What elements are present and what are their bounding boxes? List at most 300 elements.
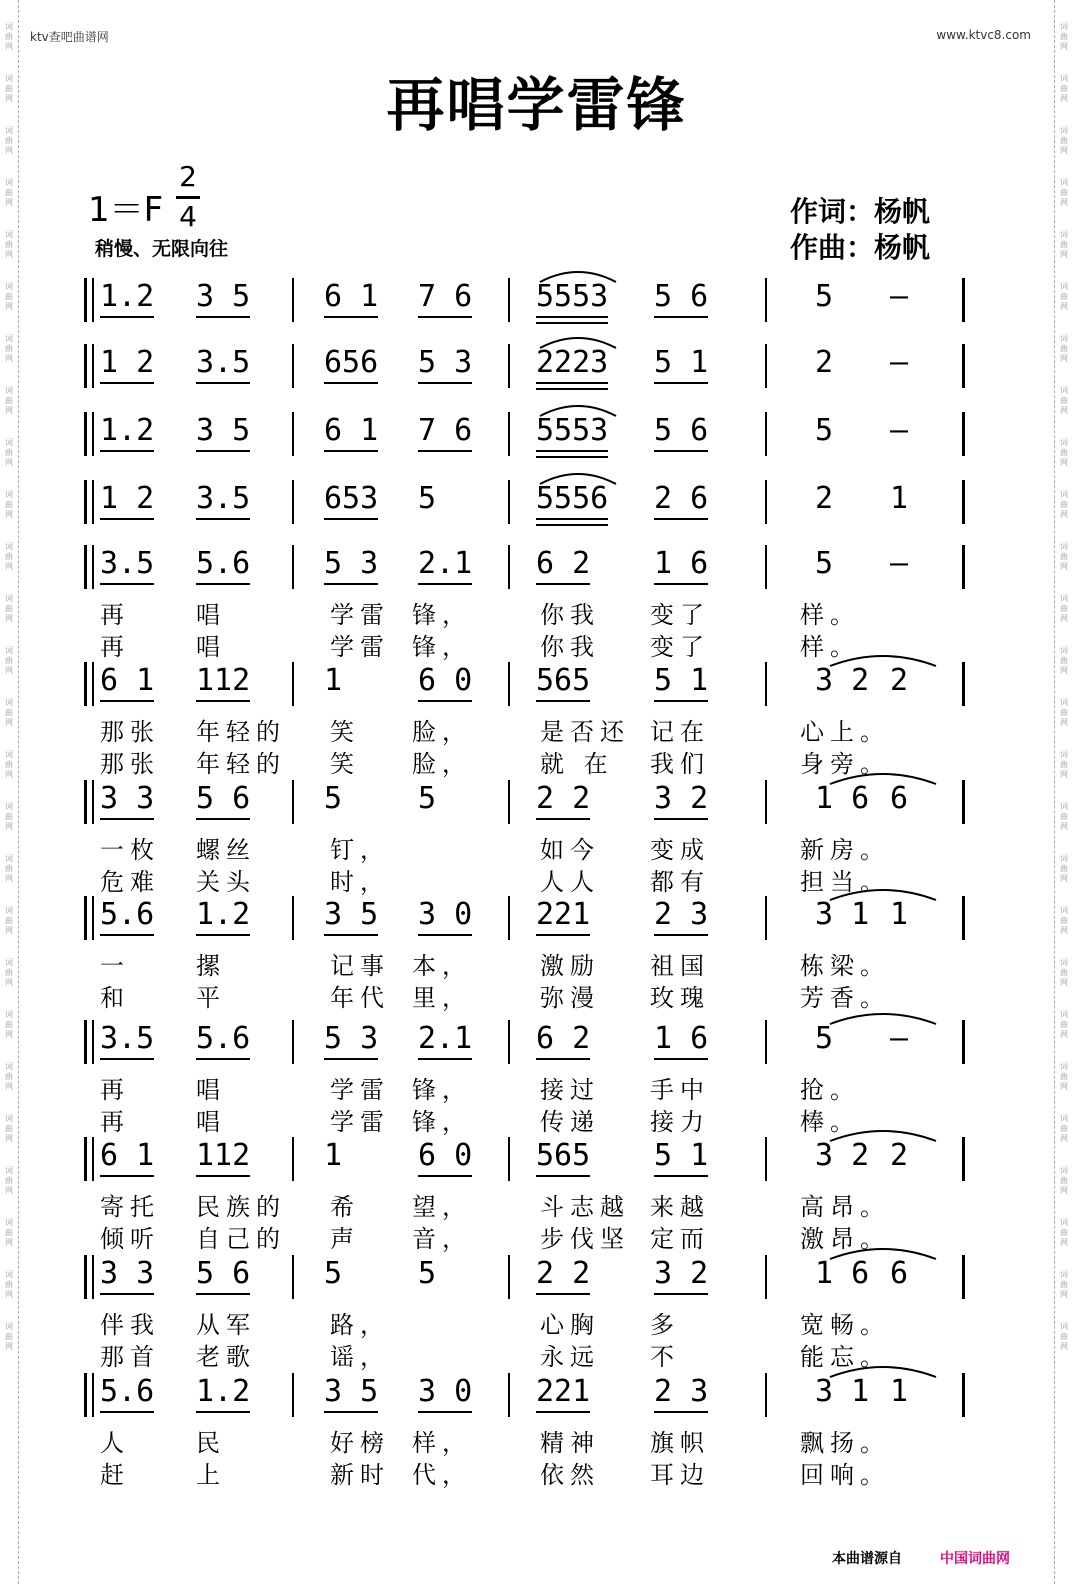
beam-underline bbox=[418, 934, 472, 936]
beam-underline bbox=[536, 934, 590, 936]
beam-underline bbox=[536, 1058, 590, 1060]
lyric-word: 精神 bbox=[540, 1429, 600, 1457]
bar-line bbox=[765, 662, 767, 706]
bar-line bbox=[765, 1020, 767, 1064]
beam-underline bbox=[654, 1175, 708, 1177]
beam-underline bbox=[196, 382, 250, 384]
beam-underline bbox=[536, 1411, 590, 1413]
beam-underline bbox=[536, 382, 608, 384]
note-group: 1.2 bbox=[196, 897, 251, 932]
bar-line bbox=[84, 1020, 87, 1064]
bar-line bbox=[765, 1373, 767, 1417]
watermark-char: 曲 bbox=[1060, 396, 1068, 405]
lyric-word: 记事 bbox=[330, 952, 390, 980]
watermark-char: 词 bbox=[1060, 1322, 1068, 1331]
bar-line bbox=[765, 1137, 767, 1181]
note-group: 7 6 bbox=[418, 279, 473, 314]
lyric-word: 再 bbox=[100, 1076, 130, 1104]
watermark-char: 词 bbox=[1060, 334, 1068, 343]
bar-line bbox=[508, 1373, 510, 1417]
note-group: 3 3 bbox=[100, 781, 155, 816]
lyric-word: 接过 bbox=[540, 1076, 600, 1104]
song-title: 再唱学雷锋 bbox=[386, 71, 687, 139]
lyric-word: 好榜 bbox=[330, 1429, 390, 1457]
watermark-char: 曲 bbox=[1060, 84, 1068, 93]
note-group: 5.6 bbox=[196, 546, 251, 581]
lyric-word: 望， bbox=[412, 1193, 472, 1221]
watermark-char: 词 bbox=[1060, 74, 1068, 83]
watermark-char: 曲 bbox=[1060, 604, 1068, 613]
double-bar-line bbox=[92, 662, 94, 706]
note-group: 3 1 bbox=[815, 1374, 870, 1409]
watermark-char: 网 bbox=[5, 42, 13, 51]
watermark-char: 网 bbox=[1060, 718, 1068, 727]
watermark-char: 词 bbox=[1060, 646, 1068, 655]
note-group: 1.2 bbox=[100, 413, 155, 448]
watermark-char: 曲 bbox=[5, 84, 13, 93]
beam-underline bbox=[536, 456, 608, 458]
bar-line bbox=[508, 780, 510, 824]
bar-line bbox=[962, 662, 965, 706]
lyric-word: 永远 bbox=[540, 1343, 600, 1371]
lyric-word: 那张 bbox=[100, 718, 160, 746]
bar-line bbox=[962, 1020, 965, 1064]
note-group: 3 2 bbox=[815, 663, 870, 698]
watermark-char: 曲 bbox=[5, 604, 13, 613]
lyric-word: 唱 bbox=[196, 633, 226, 661]
beam-underline bbox=[536, 450, 608, 452]
watermark-char: 网 bbox=[5, 146, 13, 155]
note-group: 2 6 bbox=[654, 481, 709, 516]
note-group: 6 1 bbox=[324, 413, 379, 448]
lyric-word: 笑 bbox=[330, 750, 360, 778]
beam-underline bbox=[536, 1175, 590, 1177]
lyric-word: 唱 bbox=[196, 1076, 226, 1104]
lyric-word: 音， bbox=[412, 1225, 472, 1253]
lyric-word: 锋， bbox=[412, 633, 472, 661]
lyric-word: 螺丝 bbox=[196, 836, 256, 864]
double-bar-line bbox=[92, 896, 94, 940]
bar-line bbox=[962, 545, 965, 589]
watermark-char: 网 bbox=[1060, 1134, 1068, 1143]
beam-underline bbox=[100, 382, 154, 384]
beam-underline bbox=[324, 1411, 378, 1413]
watermark-char: 词 bbox=[5, 490, 13, 499]
note-group: 2 bbox=[890, 663, 909, 698]
note-group: 5 1 bbox=[654, 1138, 709, 1173]
beam-underline bbox=[536, 388, 608, 390]
note-group: 3.5 bbox=[196, 481, 251, 516]
bar-line bbox=[84, 412, 87, 456]
watermark-char: 网 bbox=[1060, 42, 1068, 51]
lyric-word: 寄托 bbox=[100, 1193, 160, 1221]
note-group: 5 bbox=[324, 1256, 343, 1291]
bar-line bbox=[765, 412, 767, 456]
bar-line bbox=[508, 545, 510, 589]
lyric-word: 就 在 bbox=[540, 750, 614, 778]
lyric-word: 祖国 bbox=[650, 952, 710, 980]
double-bar-line bbox=[92, 344, 94, 388]
beam-underline bbox=[654, 316, 708, 318]
note-group: 5 1 bbox=[654, 345, 709, 380]
watermark-char: 曲 bbox=[5, 656, 13, 665]
beam-underline bbox=[100, 316, 154, 318]
watermark-char: 曲 bbox=[1060, 1176, 1068, 1185]
beam-underline bbox=[196, 1175, 250, 1177]
bar-line bbox=[962, 780, 965, 824]
lyric-word: 能忘。 bbox=[800, 1343, 890, 1371]
double-bar-line bbox=[92, 780, 94, 824]
beam-underline bbox=[418, 382, 472, 384]
watermark-char: 网 bbox=[5, 354, 13, 363]
watermark-char: 曲 bbox=[5, 344, 13, 353]
watermark-char: 网 bbox=[5, 874, 13, 883]
lyric-word: 危难 bbox=[100, 868, 160, 896]
note-group: 1 bbox=[324, 663, 343, 698]
watermark-char: 词 bbox=[5, 1270, 13, 1279]
tie-arc bbox=[828, 652, 938, 668]
beam-underline bbox=[196, 1293, 250, 1295]
note-group: 5 bbox=[815, 279, 834, 314]
bar-line bbox=[84, 662, 87, 706]
lyric-word: 声 bbox=[330, 1225, 360, 1253]
beam-underline bbox=[654, 518, 708, 520]
watermark-char: 曲 bbox=[1060, 1072, 1068, 1081]
watermark-char: 词 bbox=[5, 178, 13, 187]
note-group: 3 0 bbox=[418, 1374, 473, 1409]
watermark-char: 网 bbox=[5, 510, 13, 519]
watermark-char: 曲 bbox=[1060, 1280, 1068, 1289]
note-group: 1 6 bbox=[654, 1021, 709, 1056]
beam-underline bbox=[100, 450, 154, 452]
beam-underline bbox=[536, 524, 608, 526]
bar-line bbox=[962, 896, 965, 940]
note-group: 5 bbox=[815, 1021, 834, 1056]
lyric-word: 回响。 bbox=[800, 1461, 890, 1489]
lyric-word: 多 bbox=[650, 1311, 680, 1339]
lyric-word: 抢。 bbox=[800, 1076, 860, 1104]
double-bar-line bbox=[92, 412, 94, 456]
note-group: 5 6 bbox=[196, 1256, 251, 1291]
bar-line bbox=[292, 1020, 294, 1064]
lyric-word: 再 bbox=[100, 1108, 130, 1136]
note-group: 1 bbox=[890, 897, 909, 932]
watermark-char: 词 bbox=[5, 646, 13, 655]
watermark-char: 网 bbox=[5, 1342, 13, 1351]
beam-underline bbox=[100, 1293, 154, 1295]
beam-underline bbox=[196, 1411, 250, 1413]
double-bar-line bbox=[92, 1373, 94, 1417]
note-group: 3 3 bbox=[100, 1256, 155, 1291]
lyric-word: 我们 bbox=[650, 750, 710, 778]
note-group: 2 2 bbox=[536, 1256, 591, 1291]
watermark-char: 词 bbox=[5, 230, 13, 239]
watermark-char: 词 bbox=[5, 386, 13, 395]
note-group: 5 bbox=[324, 781, 343, 816]
note-group: — bbox=[890, 546, 909, 581]
beam-underline bbox=[324, 382, 378, 384]
watermark-char: 词 bbox=[5, 542, 13, 551]
note-group: 3.5 bbox=[196, 345, 251, 380]
note-group: 3 1 bbox=[815, 897, 870, 932]
slur-arc bbox=[538, 334, 618, 350]
watermark-char: 词 bbox=[1060, 1062, 1068, 1071]
bar-line bbox=[508, 1255, 510, 1299]
watermark-char: 曲 bbox=[5, 1020, 13, 1029]
note-group: 3 0 bbox=[418, 897, 473, 932]
watermark-char: 曲 bbox=[5, 1228, 13, 1237]
beam-underline bbox=[654, 1293, 708, 1295]
watermark-char: 曲 bbox=[1060, 1332, 1068, 1341]
watermark-char: 曲 bbox=[5, 760, 13, 769]
lyric-word: 样。 bbox=[800, 633, 860, 661]
lyric-word: 身旁。 bbox=[800, 750, 890, 778]
lyric-word: 关头 bbox=[196, 868, 256, 896]
beam-underline bbox=[536, 583, 590, 585]
lyric-word: 从军 bbox=[196, 1311, 256, 1339]
watermark-char: 词 bbox=[1060, 1010, 1068, 1019]
watermark-char: 曲 bbox=[5, 968, 13, 977]
lyric-word: 定而 bbox=[650, 1225, 710, 1253]
side-watermark-right bbox=[1054, 0, 1073, 1584]
watermark-char: 网 bbox=[5, 718, 13, 727]
watermark-char: 词 bbox=[5, 906, 13, 915]
lyric-word: 样。 bbox=[800, 601, 860, 629]
watermark-char: 曲 bbox=[1060, 1124, 1068, 1133]
note-group: 3 2 bbox=[815, 1138, 870, 1173]
lyric-word: 笑 bbox=[330, 718, 360, 746]
watermark-char: 曲 bbox=[5, 864, 13, 873]
beam-underline bbox=[654, 934, 708, 936]
note-group: 2.1 bbox=[418, 546, 473, 581]
watermark-char: 网 bbox=[5, 770, 13, 779]
double-bar-line bbox=[92, 1137, 94, 1181]
note-group: 1 bbox=[890, 481, 909, 516]
watermark-char: 网 bbox=[1060, 510, 1068, 519]
watermark-char: 词 bbox=[1060, 594, 1068, 603]
bar-line bbox=[84, 344, 87, 388]
watermark-char: 词 bbox=[1060, 698, 1068, 707]
watermark-char: 词 bbox=[1060, 542, 1068, 551]
tie-arc bbox=[828, 1010, 938, 1026]
note-group: 5 3 bbox=[418, 345, 473, 380]
watermark-char: 网 bbox=[1060, 354, 1068, 363]
beam-underline bbox=[654, 1411, 708, 1413]
watermark-char: 词 bbox=[5, 438, 13, 447]
lyric-word: 学雷 bbox=[330, 633, 390, 661]
bar-line bbox=[292, 780, 294, 824]
lyric-word: 心上。 bbox=[800, 718, 890, 746]
lyric-word: 变了 bbox=[650, 633, 710, 661]
beam-underline bbox=[100, 1411, 154, 1413]
lyric-word: 年轻的 bbox=[196, 750, 286, 778]
beam-underline bbox=[196, 934, 250, 936]
watermark-char: 词 bbox=[1060, 906, 1068, 915]
note-group: 1 bbox=[324, 1138, 343, 1173]
beam-underline bbox=[100, 818, 154, 820]
lyric-word: 学雷 bbox=[330, 1108, 390, 1136]
watermark-char: 曲 bbox=[5, 1280, 13, 1289]
watermark-char: 词 bbox=[5, 22, 13, 31]
lyric-word: 代， bbox=[412, 1461, 472, 1489]
beam-underline bbox=[418, 1411, 472, 1413]
note-group: 6 2 bbox=[536, 546, 591, 581]
note-group: 5 6 bbox=[196, 781, 251, 816]
beam-underline bbox=[536, 518, 608, 520]
note-group: 5 bbox=[418, 781, 437, 816]
beam-underline bbox=[654, 700, 708, 702]
watermark-char: 曲 bbox=[1060, 448, 1068, 457]
watermark-char: 曲 bbox=[1060, 344, 1068, 353]
bar-line bbox=[508, 480, 510, 524]
watermark-char: 曲 bbox=[1060, 864, 1068, 873]
watermark-char: 词 bbox=[1060, 22, 1068, 31]
lyric-word: 一枚 bbox=[100, 836, 160, 864]
lyric-word: 年轻的 bbox=[196, 718, 286, 746]
watermark-char: 词 bbox=[5, 750, 13, 759]
lyric-word: 人人 bbox=[540, 868, 600, 896]
tempo-marking: 稍慢、无限向往 bbox=[95, 238, 229, 260]
bar-line bbox=[765, 344, 767, 388]
note-group: 5 bbox=[815, 546, 834, 581]
note-group: 1 6 bbox=[654, 546, 709, 581]
watermark-char: 曲 bbox=[5, 292, 13, 301]
beam-underline bbox=[196, 818, 250, 820]
beam-underline bbox=[324, 450, 378, 452]
note-group: 565 bbox=[536, 1138, 591, 1173]
bar-line bbox=[508, 1137, 510, 1181]
lyric-word: 一 bbox=[100, 952, 130, 980]
lyric-word: 民 bbox=[196, 1429, 226, 1457]
watermark-char: 词 bbox=[5, 698, 13, 707]
watermark-char: 曲 bbox=[1060, 1020, 1068, 1029]
lyric-word: 斗志越 bbox=[540, 1193, 630, 1221]
watermark-char: 曲 bbox=[1060, 656, 1068, 665]
bar-line bbox=[765, 780, 767, 824]
beam-underline bbox=[654, 1058, 708, 1060]
note-group: 3 5 bbox=[196, 413, 251, 448]
beam-underline bbox=[196, 450, 250, 452]
watermark-char: 网 bbox=[1060, 562, 1068, 571]
lyric-word: 希 bbox=[330, 1193, 360, 1221]
watermark-char: 曲 bbox=[1060, 32, 1068, 41]
double-bar-line bbox=[92, 278, 94, 322]
lyric-word: 担当。 bbox=[800, 868, 890, 896]
note-group: 653 bbox=[324, 481, 379, 516]
beam-underline bbox=[100, 700, 154, 702]
watermark-char: 曲 bbox=[5, 1332, 13, 1341]
bar-line bbox=[292, 278, 294, 322]
beam-underline bbox=[324, 934, 378, 936]
lyric-word: 和 bbox=[100, 984, 130, 1012]
bar-line bbox=[84, 780, 87, 824]
lyric-word: 锋， bbox=[412, 1108, 472, 1136]
bar-line bbox=[292, 344, 294, 388]
beam-underline bbox=[536, 700, 590, 702]
watermark-char: 词 bbox=[1060, 854, 1068, 863]
side-watermark-left bbox=[0, 0, 19, 1584]
watermark-char: 网 bbox=[1060, 302, 1068, 311]
watermark-char: 曲 bbox=[1060, 968, 1068, 977]
lyric-word: 谣， bbox=[330, 1343, 390, 1371]
lyric-word: 老歌 bbox=[196, 1343, 256, 1371]
beam-underline bbox=[196, 700, 250, 702]
note-group: — bbox=[890, 1021, 909, 1056]
watermark-char: 网 bbox=[5, 1082, 13, 1091]
bar-line bbox=[962, 412, 965, 456]
watermark-char: 曲 bbox=[1060, 708, 1068, 717]
watermark-char: 网 bbox=[1060, 1342, 1068, 1351]
watermark-char: 网 bbox=[5, 1030, 13, 1039]
beam-underline bbox=[196, 316, 250, 318]
watermark-char: 词 bbox=[5, 802, 13, 811]
lyric-word: 心胸 bbox=[540, 1311, 600, 1339]
lyric-word: 变成 bbox=[650, 836, 710, 864]
tie-arc bbox=[828, 886, 938, 902]
double-bar-line bbox=[92, 545, 94, 589]
lyric-word: 新房。 bbox=[800, 836, 890, 864]
lyric-word: 记在 bbox=[650, 718, 710, 746]
watermark-char: 网 bbox=[5, 822, 13, 831]
lyric-word: 唱 bbox=[196, 601, 226, 629]
bar-line bbox=[962, 344, 965, 388]
note-group: 5.6 bbox=[100, 897, 155, 932]
watermark-char: 曲 bbox=[5, 240, 13, 249]
watermark-char: 网 bbox=[5, 94, 13, 103]
watermark-char: 词 bbox=[1060, 282, 1068, 291]
beam-underline bbox=[654, 583, 708, 585]
watermark-char: 曲 bbox=[5, 136, 13, 145]
note-group: 2 bbox=[815, 345, 834, 380]
lyric-word: 依然 bbox=[540, 1461, 600, 1489]
bar-line bbox=[292, 662, 294, 706]
beam-underline bbox=[324, 316, 378, 318]
lyric-word: 是否还 bbox=[540, 718, 630, 746]
watermark-char: 网 bbox=[5, 250, 13, 259]
watermark-char: 曲 bbox=[5, 1176, 13, 1185]
note-group: 7 6 bbox=[418, 413, 473, 448]
lyric-word: 玫瑰 bbox=[650, 984, 710, 1012]
lyric-word: 平 bbox=[196, 984, 226, 1012]
watermark-char: 网 bbox=[1060, 94, 1068, 103]
lyric-word: 手中 bbox=[650, 1076, 710, 1104]
note-group: 565 bbox=[536, 663, 591, 698]
bar-line bbox=[292, 545, 294, 589]
lyric-word: 传递 bbox=[540, 1108, 600, 1136]
watermark-char: 网 bbox=[1060, 458, 1068, 467]
watermark-char: 词 bbox=[5, 1062, 13, 1071]
lyric-word: 那张 bbox=[100, 750, 160, 778]
watermark-char: 曲 bbox=[5, 552, 13, 561]
lyric-word: 飘扬。 bbox=[800, 1429, 890, 1457]
watermark-char: 网 bbox=[1060, 1290, 1068, 1299]
watermark-char: 网 bbox=[1060, 874, 1068, 883]
note-group: — bbox=[890, 279, 909, 314]
watermark-char: 网 bbox=[1060, 926, 1068, 935]
note-group: 6 0 bbox=[418, 1138, 473, 1173]
time-fraction-line bbox=[176, 196, 200, 199]
lyric-word: 本， bbox=[412, 952, 472, 980]
watermark-char: 词 bbox=[5, 1010, 13, 1019]
watermark-char: 网 bbox=[5, 1290, 13, 1299]
bar-line bbox=[765, 278, 767, 322]
watermark-char: 网 bbox=[1060, 406, 1068, 415]
watermark-char: 曲 bbox=[1060, 916, 1068, 925]
watermark-char: 网 bbox=[5, 614, 13, 623]
lyric-word: 伴我 bbox=[100, 1311, 160, 1339]
lyric-word: 你我 bbox=[540, 601, 600, 629]
lyric-word: 赶 bbox=[100, 1461, 130, 1489]
